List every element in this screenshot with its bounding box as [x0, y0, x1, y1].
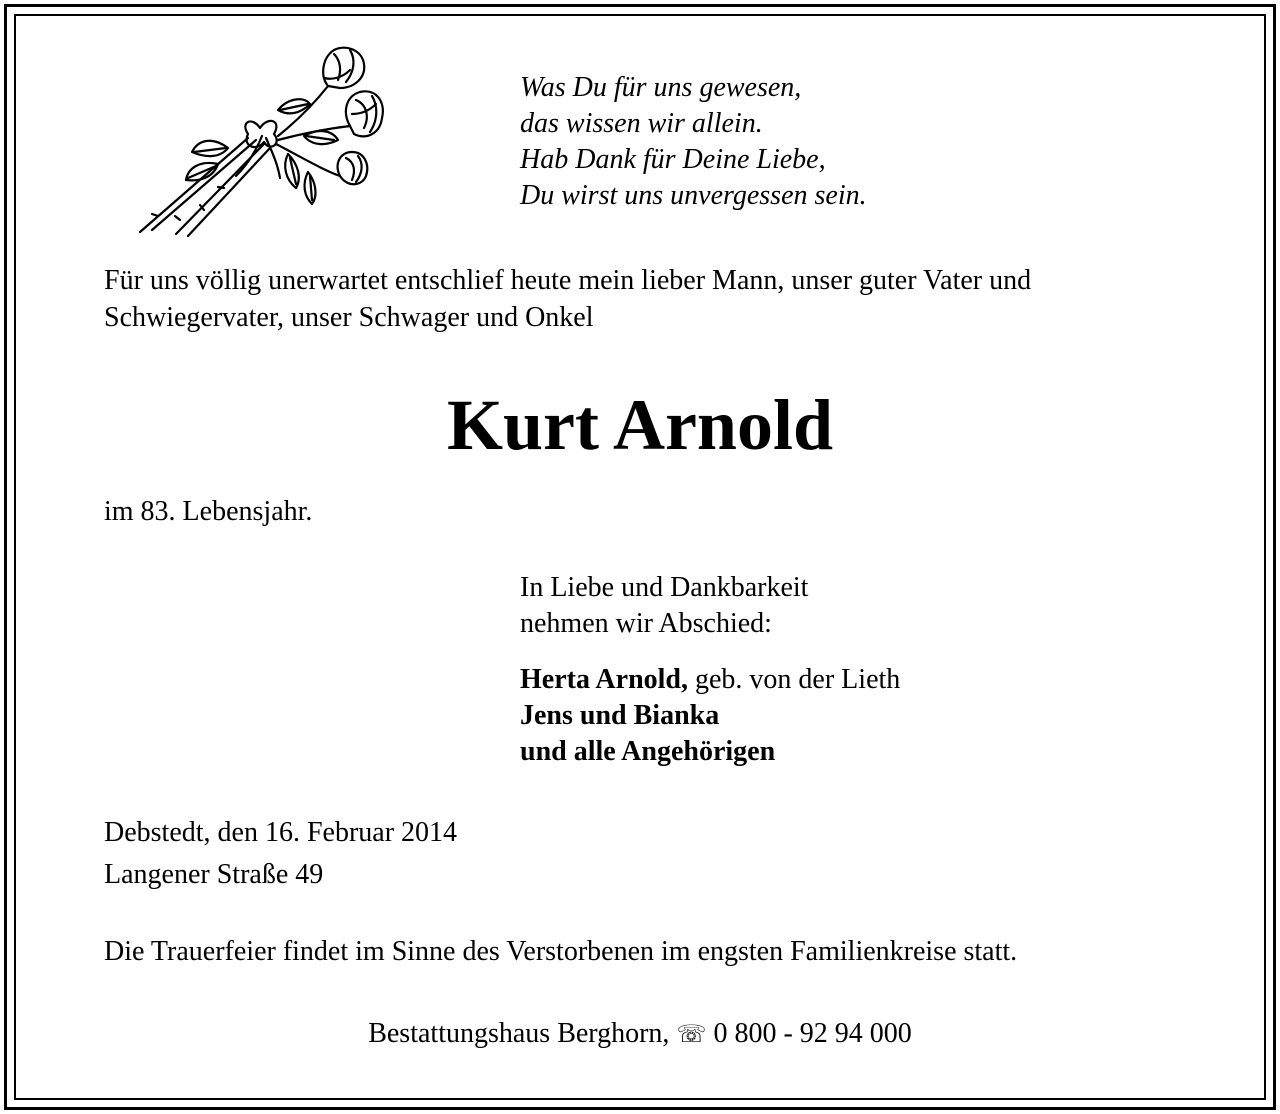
rose-bouquet-icon [128, 40, 390, 240]
intro-text [104, 262, 1204, 336]
place-and-date [104, 812, 457, 896]
spouse-birth-name: geb. von der Lieth [688, 664, 901, 695]
farewell-line: In Liebe und Dankbarkeit [520, 572, 809, 603]
poem-line: Du wirst uns unvergessen sein. [520, 180, 867, 211]
poem-line: Hab Dank für Deine Liebe, [520, 144, 826, 175]
undertaker-line [0, 1016, 1280, 1052]
spouse-name: Herta Arnold, [520, 664, 688, 695]
poem-line: das wissen wir allein. [520, 108, 763, 139]
poem-line: Was Du für uns gewesen, [520, 72, 802, 103]
spouse-line [520, 662, 900, 698]
intro-line: Für uns völlig unerwartet entschlief heute mein lieber Mann, unser guter Vater und [104, 265, 1032, 296]
family-signatures [520, 662, 900, 770]
children-names: Jens und Bianka [520, 700, 720, 731]
undertaker-phone: 0 800 - 92 94 000 [713, 1018, 912, 1049]
date-line: Debstedt, den 16. Februar 2014 [104, 817, 458, 848]
farewell-text [520, 570, 808, 642]
intro-line: Schwiegervater, unser Schwager und Onkel [104, 302, 594, 333]
relatives-line: und alle Angehörigen [520, 736, 776, 767]
poem [520, 70, 867, 214]
address-line: Langener Straße 49 [104, 859, 324, 890]
telephone-icon: ☏ [676, 1020, 707, 1048]
ceremony-notice: Die Trauerfeier findet im Sinne des Verstorbenen im engsten Familienkreise statt. [104, 936, 1018, 967]
age-text: im 83. Lebensjahr. [104, 496, 313, 527]
deceased-name: Kurt Arnold [446, 385, 834, 465]
undertaker-name: Bestattungshaus Berghorn, [368, 1018, 670, 1049]
farewell-line: nehmen wir Abschied: [520, 608, 772, 639]
